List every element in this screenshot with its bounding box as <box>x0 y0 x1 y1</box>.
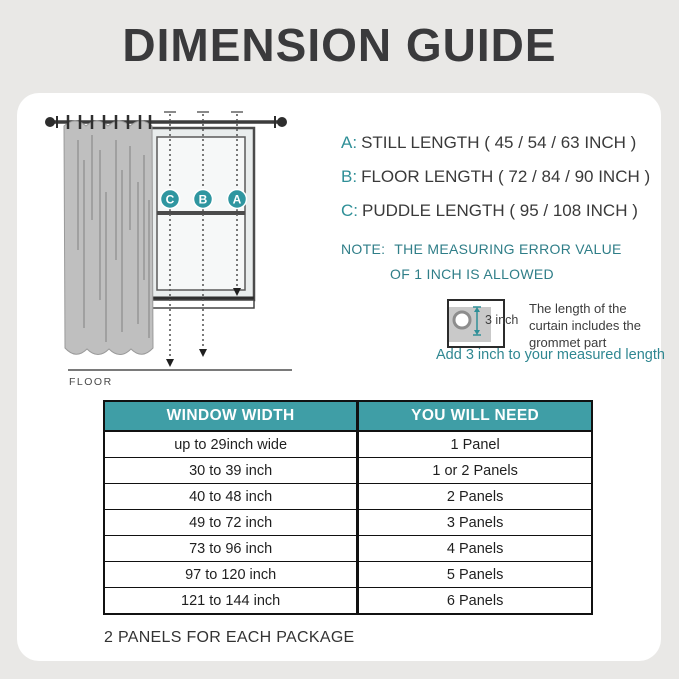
cell-panels-needed: 4 Panels <box>358 536 592 562</box>
rod-finial-right <box>277 117 287 127</box>
curtain-measurement-diagram <box>30 100 310 400</box>
length-text-a: STILL LENGTH ( 45 / 54 / 63 INCH ) <box>361 133 637 152</box>
table-row <box>104 484 592 510</box>
add-three-inch-tip: Add 3 inch to your measured length <box>436 347 665 363</box>
length-text-b: FLOOR LENGTH ( 72 / 84 / 90 INCH ) <box>361 167 651 186</box>
marker-label-B: B <box>198 192 208 207</box>
note-line-2: OF 1 INCH IS ALLOWED <box>390 266 554 282</box>
rod-finial-left <box>45 117 55 127</box>
length-text-c: PUDDLE LENGTH ( 95 / 108 INCH ) <box>362 201 638 220</box>
cell-window-width: 73 to 96 inch <box>104 536 358 562</box>
cell-panels-needed: 5 Panels <box>358 562 592 588</box>
cell-panels-needed: 6 Panels <box>358 588 592 615</box>
grommet-ring-icon <box>454 312 470 328</box>
cell-panels-needed: 2 Panels <box>358 484 592 510</box>
length-item-c <box>341 201 650 221</box>
cell-panels-needed: 1 or 2 Panels <box>358 458 592 484</box>
table-row <box>104 458 592 484</box>
table-row <box>104 562 592 588</box>
measuring-note <box>341 241 622 282</box>
cell-window-width: 49 to 72 inch <box>104 510 358 536</box>
window-sill <box>142 300 254 308</box>
note-line-1 <box>341 241 622 257</box>
floor-label: FLOOR <box>69 376 113 388</box>
length-item-b <box>341 167 650 187</box>
package-note: 2 PANELS FOR EACH PACKAGE <box>104 629 355 646</box>
table-header-row <box>104 401 592 431</box>
cell-panels-needed: 1 Panel <box>358 431 592 458</box>
cell-window-width: 97 to 120 inch <box>104 562 358 588</box>
length-key-a: A: <box>341 133 358 152</box>
cell-window-width: 121 to 144 inch <box>104 588 358 615</box>
table-row <box>104 588 592 615</box>
table-row <box>104 536 592 562</box>
header-you-will-need: YOU WILL NEED <box>358 401 592 431</box>
cell-panels-needed: 3 Panels <box>358 510 592 536</box>
cell-window-width: 30 to 39 inch <box>104 458 358 484</box>
length-legend <box>341 133 650 235</box>
note-text-1: THE MEASURING ERROR VALUE <box>394 241 622 257</box>
cell-window-width: up to 29inch wide <box>104 431 358 458</box>
marker-label-A: A <box>232 192 242 207</box>
length-key-b: B: <box>341 167 358 186</box>
marker-label-C: C <box>165 192 175 207</box>
length-key-c: C: <box>341 201 358 220</box>
note-label: NOTE: <box>341 241 386 257</box>
header-window-width: WINDOW WIDTH <box>104 401 358 431</box>
table-row <box>104 510 592 536</box>
grommet-description: The length of the curtain includes the grommet part <box>529 301 642 351</box>
table-row <box>104 431 592 458</box>
grommet-measure-label: 3 inch <box>485 313 519 327</box>
cell-window-width: 40 to 48 inch <box>104 484 358 510</box>
curtain-panel <box>64 115 153 355</box>
page-title: DIMENSION GUIDE <box>122 19 557 71</box>
panel-size-table <box>103 400 593 615</box>
length-item-a <box>341 133 650 153</box>
